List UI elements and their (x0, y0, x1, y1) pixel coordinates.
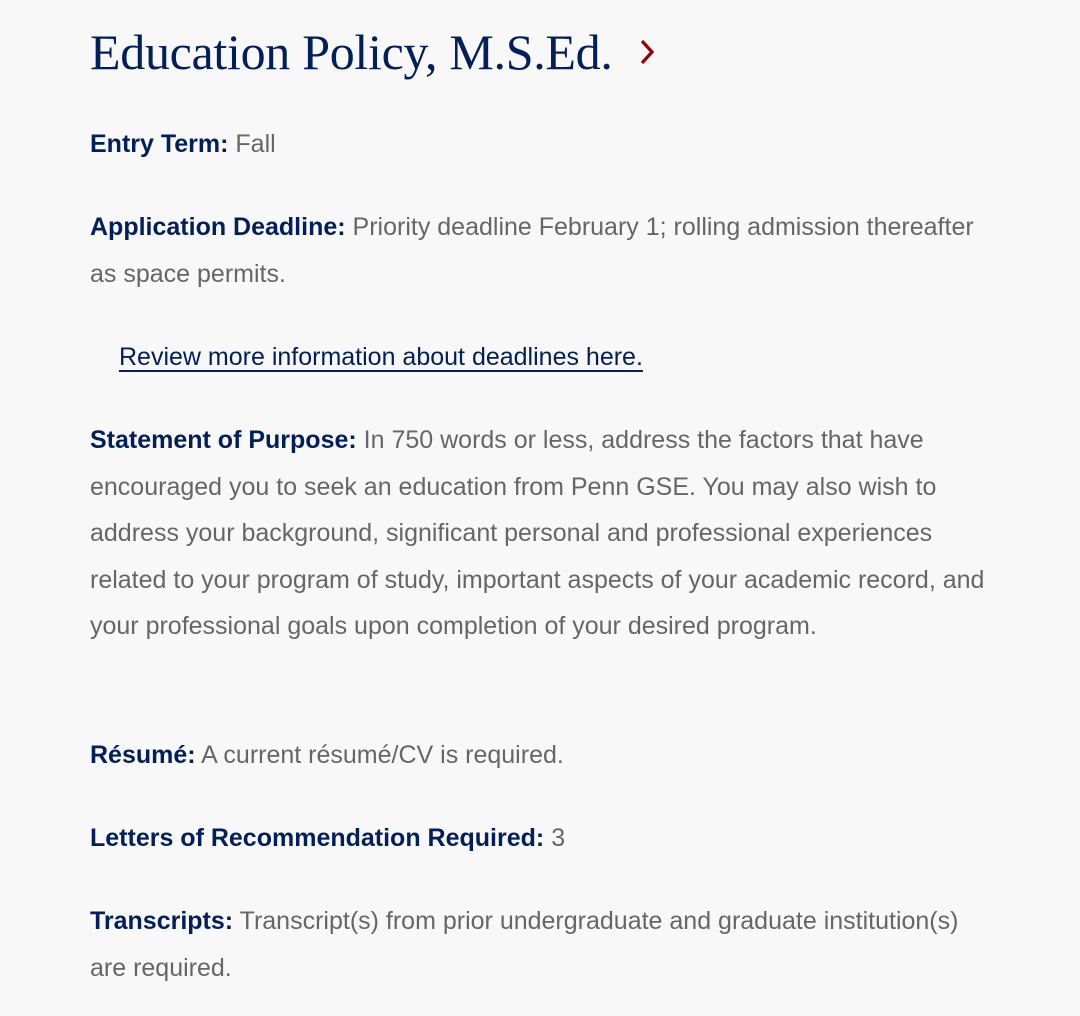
deadlines-link[interactable]: Review more information about deadlines here. (119, 343, 643, 371)
field-label: Statement of Purpose: (90, 426, 357, 454)
field-value: In 750 words or less, address the factors that have encouraged you to seek an education from Penn GSE. You may also wish to address your background, significant personal and professional experiences related to your program of study, important aspects of your academic record, and your professional goals upon completion of your desired program. (90, 426, 985, 640)
field-label: Transcripts: (90, 907, 234, 935)
field-value: Fall (235, 130, 276, 158)
transcripts (90, 898, 1000, 991)
entry-term (90, 121, 1000, 168)
field-label: Letters of Recommendation Required: (90, 824, 545, 852)
field-value: A current résumé/CV is required. (201, 741, 564, 769)
statement-of-purpose (90, 417, 1000, 650)
field-value: 3 (551, 824, 566, 852)
field-value: Priority deadline February 1; rolling admission thereafter as space permits. (90, 213, 974, 288)
chevron-right-icon[interactable] (639, 22, 657, 82)
page-title[interactable]: Education Policy, M.S.Ed. (90, 24, 613, 80)
field-label: Entry Term: (90, 130, 229, 158)
field-value: Transcript(s) from prior undergraduate and graduate institution(s) are required. (90, 907, 959, 982)
letters-of-recommendation (90, 815, 1000, 862)
field-label: Résumé: (90, 741, 196, 769)
application-deadline (90, 204, 1000, 297)
resume (90, 732, 1000, 779)
field-label: Application Deadline: (90, 213, 346, 241)
program-heading[interactable] (90, 22, 657, 82)
